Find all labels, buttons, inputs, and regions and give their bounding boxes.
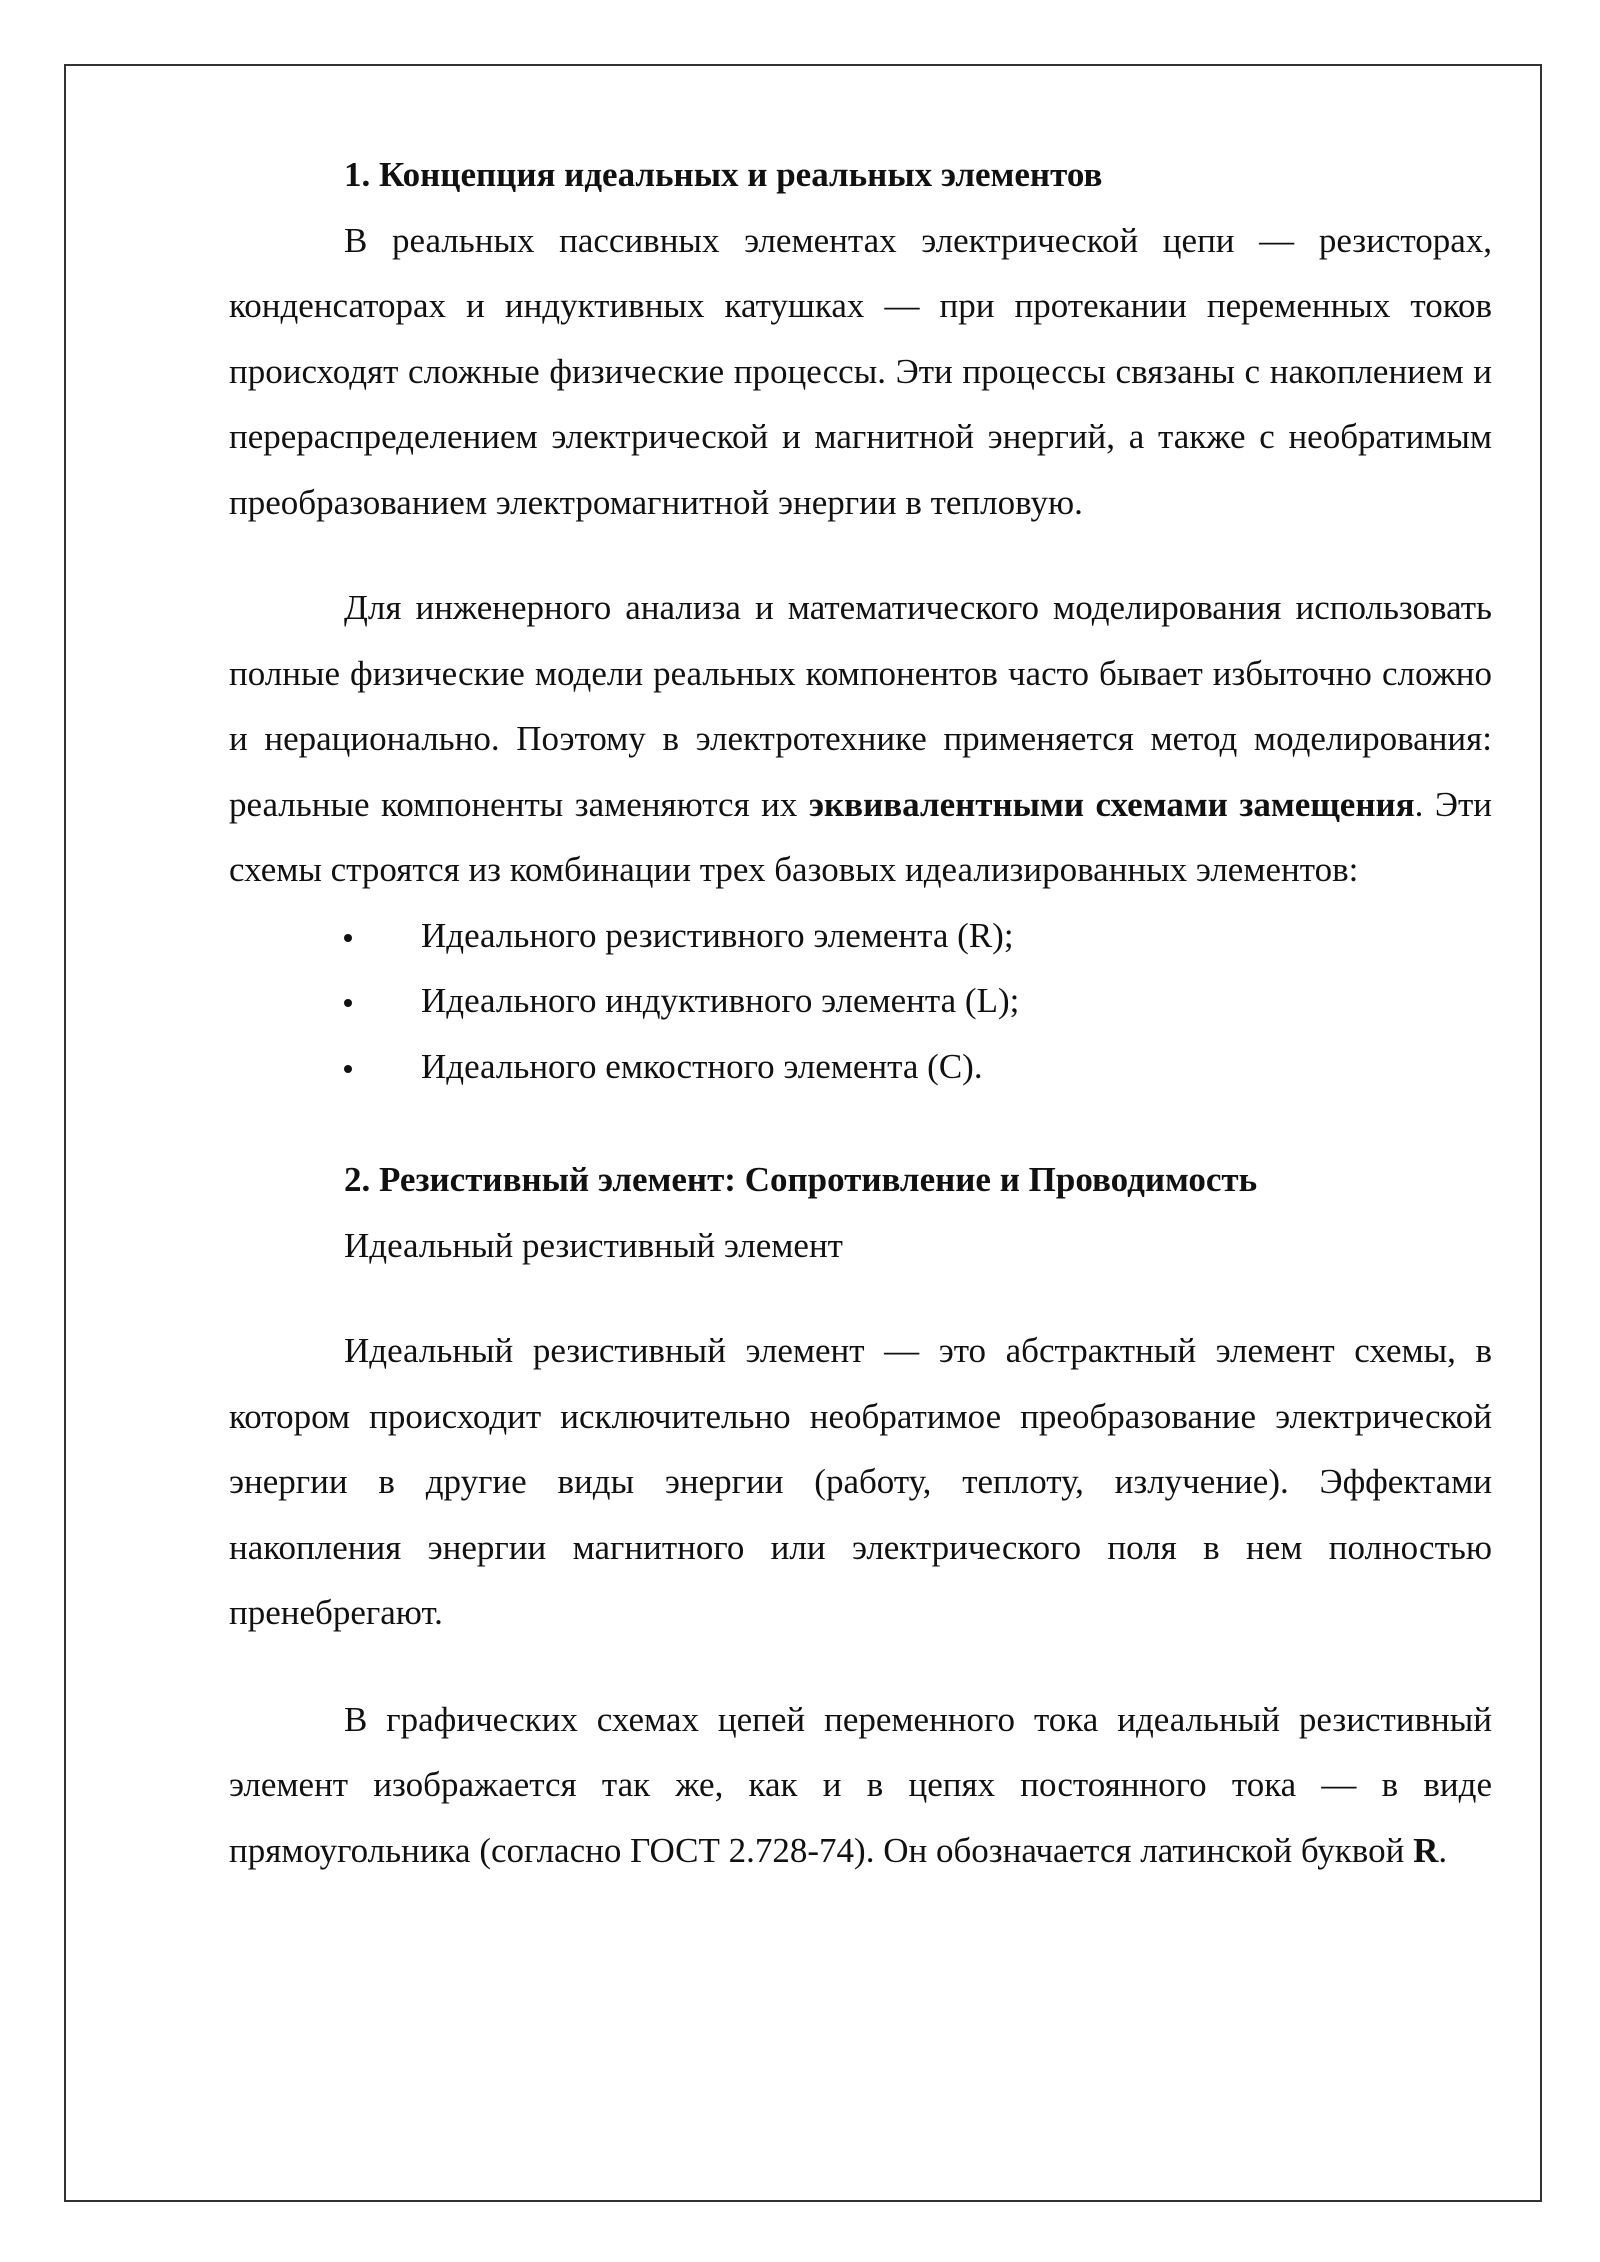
section2-paragraph-2-text: В графических схемах цепей переменного тока идеальный резистивный элемент изображается так же, как и в цепях постоянного тока — в виде прямоугольника (согласно ГОСТ 2.728-74). Он обозначается латинской буквой <box>229 1699 1492 1870</box>
section1-paragraph-2-tail: . Эти схемы строятся из комбинации трех базовых идеализированных элементов: <box>229 784 1493 889</box>
section2-paragraph-1: Идеальный резистивный элемент — это абстрактный элемент схемы, в котором происходит исключительно необратимое преобразование электрической энергии в другие виды энергии (работу, теплоту, излучение). Эффектами накопления энергии магнитного или электрического поля в нем полностью пренебрегают. <box>229 1331 1492 1632</box>
section1-heading: 1. Концепция идеальных и реальных элементов <box>344 155 1103 194</box>
bullet-icon <box>344 934 352 942</box>
list-item-text: Идеального резистивного элемента (R); <box>421 915 1014 955</box>
list-item <box>229 903 1492 969</box>
bullet-icon <box>344 999 352 1007</box>
equivalent-circuits-term: эквивалентными схемами замещения <box>808 784 1415 824</box>
list-item-text: Идеального индуктивного элемента (L); <box>421 981 1020 1020</box>
list-item-text: Идеального емкостного элемента (C). <box>421 1046 983 1086</box>
bullet-icon <box>344 1065 352 1073</box>
section2-paragraph-2-tail: . <box>1438 1830 1448 1870</box>
section1-paragraph-1: В реальных пассивных элементах электрической цепи — резисторах, конденсаторах и индуктивных катушках — при протекании переменных токов происходят сложные физические процессы. Эти процессы связаны с накоплением и перераспределением электрической и магнитной энергий, а также с необратимым преобразованием электромагнитной энергии в тепловую. <box>229 220 1492 522</box>
list-item <box>229 968 1492 1034</box>
section2-paragraph-2 <box>229 1687 1492 1884</box>
ideal-elements-list <box>229 903 1492 1100</box>
document-body <box>229 142 1492 1883</box>
section2-heading: 2. Резистивный элемент: Сопротивление и Проводимость <box>344 1160 1258 1199</box>
section2-subheading: Идеальный резистивный элемент <box>344 1225 843 1265</box>
resistor-symbol-letter: R <box>1413 1830 1439 1870</box>
section1-paragraph-2-text: Для инженерного анализа и математического моделирования использовать полные физические модели реальных компонентов часто бывает избыточно сложно и нерационально. Поэтому в электротехнике применяется метод моделирования: реальные компоненты заменяются их <box>229 588 1492 824</box>
section1-paragraph-2 <box>229 575 1492 903</box>
list-item <box>229 1034 1492 1100</box>
